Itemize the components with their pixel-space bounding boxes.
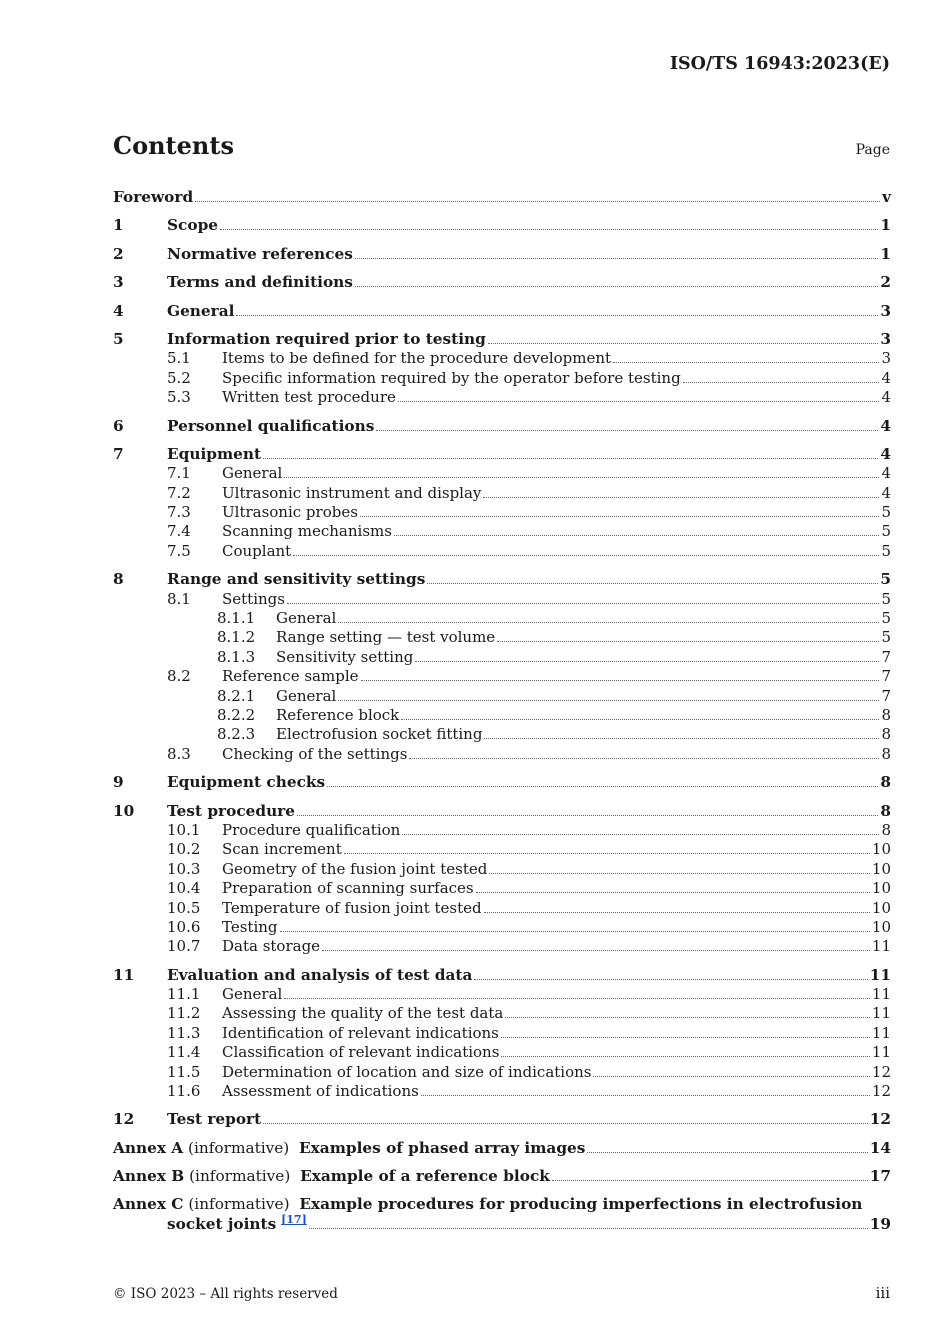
toc-section-number: 8.2.2 xyxy=(217,705,256,724)
toc-section-number: 8 xyxy=(113,570,124,589)
toc-title: Geometry of the fusion joint tested xyxy=(222,859,488,878)
toc-entry[interactable] xyxy=(113,416,891,435)
toc-entry[interactable] xyxy=(113,1042,891,1061)
toc-entry[interactable] xyxy=(113,666,891,685)
toc-title: Scan increment xyxy=(222,840,342,859)
toc-title: Ultrasonic instrument and display xyxy=(222,483,482,502)
toc-page-number: 4 xyxy=(881,464,891,483)
toc-page-number: 7 xyxy=(881,667,891,686)
toc-section-number: 8.3 xyxy=(167,744,191,763)
leader-dots xyxy=(360,515,880,517)
toc-section-number: 10.5 xyxy=(167,898,201,917)
toc-page-number: 4 xyxy=(880,444,891,463)
toc-section-number: 8.2.3 xyxy=(217,725,256,744)
toc-entry[interactable] xyxy=(113,705,891,724)
leader-dots xyxy=(488,342,879,344)
toc-page-number: 5 xyxy=(881,541,891,560)
toc-entry[interactable] xyxy=(113,301,891,320)
copyright-footer: © ISO 2023 – All rights reserved xyxy=(113,1286,338,1302)
toc-section-number: 11.2 xyxy=(167,1004,201,1023)
toc-page-number: 3 xyxy=(880,301,891,320)
toc-section-number: 11.6 xyxy=(167,1082,201,1101)
toc-page-number: 10 xyxy=(871,840,891,859)
annex-tag: Annex A xyxy=(113,1138,184,1157)
toc-section-number: 8.1 xyxy=(167,589,191,608)
toc-section-number: 3 xyxy=(113,273,124,292)
table-of-contents xyxy=(113,184,891,1233)
toc-title: Assessing the quality of the test data xyxy=(222,1004,504,1023)
leader-dots xyxy=(284,476,879,478)
toc-title: Equipment checks xyxy=(167,773,326,792)
toc-entry[interactable] xyxy=(113,724,891,743)
toc-entry[interactable] xyxy=(113,329,891,348)
toc-page-number: 8 xyxy=(881,725,891,744)
annex-tag: Annex B xyxy=(113,1167,185,1186)
toc-entry[interactable] xyxy=(113,588,891,607)
toc-entry[interactable] xyxy=(113,272,891,291)
toc-page-number: 2 xyxy=(880,273,891,292)
toc-entry[interactable] xyxy=(113,540,891,559)
leader-dots xyxy=(474,978,867,980)
toc-page-number: 12 xyxy=(869,1110,891,1129)
toc-section-number: 5.2 xyxy=(167,368,191,387)
toc-entry[interactable] xyxy=(113,627,891,646)
toc-title: General xyxy=(276,686,337,705)
leader-dots xyxy=(280,930,870,932)
toc-section-number: 7.4 xyxy=(167,522,191,541)
toc-section-number: 10.4 xyxy=(167,879,201,898)
toc-title: Scanning mechanisms xyxy=(222,522,392,541)
toc-page-number: 10 xyxy=(871,859,891,878)
annex-title: Examples of phased array images xyxy=(299,1138,586,1157)
toc-page-number: 8 xyxy=(880,801,891,820)
toc-title: Ultrasonic probes xyxy=(222,503,358,522)
toc-page-number: 3 xyxy=(881,349,891,368)
leader-dots xyxy=(338,621,879,623)
toc-page-number: 11 xyxy=(871,1023,891,1042)
toc-entry[interactable] xyxy=(113,858,891,877)
leader-dots xyxy=(552,1179,868,1181)
toc-title: Test report xyxy=(167,1110,262,1129)
toc-title: Classification of relevant indications xyxy=(222,1043,500,1062)
toc-entry[interactable] xyxy=(113,801,891,820)
leader-dots xyxy=(593,1075,869,1077)
toc-section-number: 8.2.1 xyxy=(217,686,256,705)
leader-dots xyxy=(322,949,870,951)
toc-title: Sensitivity setting xyxy=(276,647,414,666)
leader-dots xyxy=(587,1151,867,1153)
toc-page-number: 4 xyxy=(881,483,891,502)
leader-dots xyxy=(394,534,880,536)
leader-dots xyxy=(505,1016,870,1018)
toc-page-number: 10 xyxy=(871,898,891,917)
toc-page-number: 10 xyxy=(871,879,891,898)
toc-entry[interactable] xyxy=(113,367,891,386)
toc-section-number: 11.3 xyxy=(167,1023,201,1042)
toc-entry[interactable] xyxy=(113,187,891,206)
toc-page-number: 8 xyxy=(881,705,891,724)
leader-dots xyxy=(398,400,880,402)
leader-dots xyxy=(401,718,879,720)
toc-page-number: 11 xyxy=(871,1004,891,1023)
toc-title: Settings xyxy=(222,589,285,608)
toc-page-number: 4 xyxy=(880,416,891,435)
toc-entry[interactable] xyxy=(113,917,891,936)
toc-title: Foreword xyxy=(113,188,194,206)
toc-section-number: 10.6 xyxy=(167,917,201,936)
toc-entry[interactable] xyxy=(113,502,891,521)
toc-page-number: 19 xyxy=(869,1215,891,1234)
toc-entry[interactable] xyxy=(113,1109,891,1128)
leader-dots xyxy=(284,997,870,999)
toc-section-number: 8.2 xyxy=(167,667,191,686)
leader-dots xyxy=(501,1036,870,1038)
toc-title: Reference sample xyxy=(222,667,359,686)
toc-title: Evaluation and analysis of test data xyxy=(167,965,473,984)
leader-dots xyxy=(361,679,880,681)
annex-title: Example of a reference block xyxy=(300,1167,550,1186)
toc-section-number: 5 xyxy=(113,329,124,348)
toc-section-number: 11.1 xyxy=(167,985,201,1004)
toc-section-number: 11 xyxy=(113,965,135,984)
toc-page-number: 1 xyxy=(880,216,891,235)
toc-title: Couplant xyxy=(222,541,292,560)
toc-section-number: 1 xyxy=(113,216,124,235)
toc-section-number: 11.4 xyxy=(167,1043,201,1062)
toc-entry[interactable] xyxy=(113,521,891,540)
leader-dots xyxy=(355,257,879,259)
toc-title: Information required prior to testing xyxy=(167,329,486,348)
leader-dots xyxy=(476,891,870,893)
toc-entry[interactable] xyxy=(113,215,891,234)
leader-dots xyxy=(613,361,879,363)
toc-entry[interactable] xyxy=(113,646,891,665)
annex-title: Example procedures for producing imperfections in electrofusion xyxy=(299,1194,863,1213)
toc-page-number: 5 xyxy=(881,628,891,647)
leader-dots xyxy=(263,1122,868,1124)
toc-section-number: 5.1 xyxy=(167,349,191,368)
toc-title: Identification of relevant indications xyxy=(222,1023,499,1042)
annex-informative: (informative) xyxy=(189,1167,291,1186)
toc-page-number: 3 xyxy=(880,329,891,348)
leader-dots xyxy=(338,699,879,701)
toc-page-number: 5 xyxy=(880,570,891,589)
toc-page-number: 11 xyxy=(871,985,891,1004)
leader-dots xyxy=(484,911,870,913)
toc-section-number: 7.3 xyxy=(167,503,191,522)
toc-section-number: 12 xyxy=(113,1110,135,1129)
toc-page-number: 8 xyxy=(881,820,891,839)
toc-entry[interactable] xyxy=(113,387,891,406)
toc-section-number: 2 xyxy=(113,244,124,263)
toc-entry[interactable] xyxy=(113,444,891,463)
leader-dots xyxy=(195,200,880,202)
leader-dots xyxy=(409,757,879,759)
toc-title: Electrofusion socket fitting xyxy=(276,725,483,744)
page-number: iii xyxy=(875,1284,890,1302)
toc-page-number: 4 xyxy=(881,368,891,387)
toc-title: General xyxy=(222,985,283,1004)
toc-title: Preparation of scanning surfaces xyxy=(222,879,474,898)
toc-title: Range setting — test volume xyxy=(276,628,496,647)
toc-title: Range and sensitivity settings xyxy=(167,570,426,589)
toc-page-number: 17 xyxy=(869,1167,891,1186)
toc-entry[interactable] xyxy=(113,463,891,482)
leader-dots xyxy=(484,737,879,739)
leader-dots xyxy=(263,457,878,459)
toc-page-number: v xyxy=(882,188,891,206)
toc-entry[interactable] xyxy=(113,878,891,897)
toc-entry[interactable] xyxy=(113,608,891,627)
toc-title: Specific information required by the operator before testing xyxy=(222,368,681,387)
toc-page-number: 11 xyxy=(871,937,891,956)
toc-title: Temperature of fusion joint tested xyxy=(222,898,482,917)
toc-title: Assessment of indications xyxy=(222,1082,419,1101)
leader-dots xyxy=(376,429,878,431)
toc-entry[interactable] xyxy=(113,685,891,704)
toc-page-number: 1 xyxy=(880,244,891,263)
leader-dots xyxy=(309,1227,868,1229)
leader-dots xyxy=(501,1055,870,1057)
toc-section-number: 7 xyxy=(113,444,124,463)
toc-page-number: 8 xyxy=(880,773,891,792)
toc-section-number: 8.1.3 xyxy=(217,647,256,666)
leader-dots xyxy=(327,785,878,787)
toc-section-number: 7.5 xyxy=(167,541,191,560)
toc-page-number: 14 xyxy=(869,1138,891,1157)
leader-dots xyxy=(402,833,879,835)
toc-entry[interactable] xyxy=(113,965,891,984)
toc-entry[interactable] xyxy=(113,772,891,791)
toc-page-number: 5 xyxy=(881,589,891,608)
toc-section-number: 8.1.2 xyxy=(217,628,256,647)
toc-title: General xyxy=(167,301,235,320)
toc-annex-entry[interactable] xyxy=(113,1166,891,1185)
toc-entry[interactable] xyxy=(113,482,891,501)
annex-informative: (informative) xyxy=(188,1138,290,1157)
toc-title: Determination of location and size of indications xyxy=(222,1062,592,1081)
page-title: Contents xyxy=(113,131,234,160)
toc-section-number: 8.1.1 xyxy=(217,609,256,628)
toc-page-number: 11 xyxy=(871,1043,891,1062)
toc-page-number: 5 xyxy=(881,522,891,541)
toc-section-number: 10.3 xyxy=(167,859,201,878)
toc-section-number: 9 xyxy=(113,773,124,792)
toc-page-number: 8 xyxy=(881,744,891,763)
toc-page-number: 7 xyxy=(881,647,891,666)
toc-section-number: 10.1 xyxy=(167,820,201,839)
toc-title: Items to be defined for the procedure development xyxy=(222,349,612,368)
toc-page-number: 7 xyxy=(881,686,891,705)
toc-entry[interactable] xyxy=(113,839,891,858)
toc-section-number: 11.5 xyxy=(167,1062,201,1081)
leader-dots xyxy=(236,314,878,316)
toc-title: Scope xyxy=(167,216,218,235)
leader-dots xyxy=(297,814,878,816)
toc-section-number: 10 xyxy=(113,801,135,820)
toc-page-number: 4 xyxy=(881,388,891,407)
toc-entry[interactable] xyxy=(113,1003,891,1022)
toc-entry[interactable] xyxy=(113,244,891,263)
toc-entry[interactable] xyxy=(113,936,891,955)
toc-title: General xyxy=(276,609,337,628)
toc-title: Test procedure xyxy=(167,801,295,820)
leader-dots xyxy=(355,285,878,287)
toc-entry[interactable] xyxy=(113,1022,891,1041)
toc-entry[interactable] xyxy=(113,348,891,367)
toc-title: Checking of the settings xyxy=(222,744,408,763)
toc-title: Personnel qualifications xyxy=(167,416,375,435)
toc-entry[interactable] xyxy=(113,820,891,839)
document-id: ISO/TS 16943:2023(E) xyxy=(669,54,890,74)
leader-dots xyxy=(344,852,870,854)
leader-dots xyxy=(293,554,879,556)
toc-title: Testing xyxy=(222,917,278,936)
toc-entry[interactable] xyxy=(113,569,891,588)
toc-entry[interactable] xyxy=(113,743,891,762)
toc-section-number: 10.2 xyxy=(167,840,201,859)
page-column-label: Page xyxy=(855,142,890,158)
leader-dots xyxy=(683,381,880,383)
toc-page-number: 5 xyxy=(881,609,891,628)
toc-title: Data storage xyxy=(222,937,321,956)
toc-section-number: 5.3 xyxy=(167,388,191,407)
toc-section-number: 7.1 xyxy=(167,464,191,483)
leader-dots xyxy=(220,228,878,230)
annex-informative: (informative) xyxy=(188,1194,290,1213)
toc-page-number: 5 xyxy=(881,503,891,522)
toc-entry[interactable] xyxy=(113,1081,891,1100)
toc-entry[interactable] xyxy=(113,984,891,1003)
annex-tag: Annex C xyxy=(113,1194,184,1213)
toc-page-number: 12 xyxy=(871,1062,891,1081)
toc-annex-entry[interactable] xyxy=(113,1195,891,1234)
toc-title: Equipment xyxy=(167,444,262,463)
toc-title: Terms and definitions xyxy=(167,273,353,292)
toc-title: Procedure qualification xyxy=(222,820,401,839)
toc-section-number: 7.2 xyxy=(167,483,191,502)
toc-title: Written test procedure xyxy=(222,388,396,407)
toc-section-number: 4 xyxy=(113,301,124,320)
toc-section-number: 10.7 xyxy=(167,937,201,956)
toc-title: General xyxy=(222,464,283,483)
toc-entry[interactable] xyxy=(113,897,891,916)
toc-title: Normative references xyxy=(167,244,353,263)
toc-section-number: 6 xyxy=(113,416,124,435)
leader-dots xyxy=(489,872,870,874)
toc-page-number: 12 xyxy=(871,1082,891,1101)
leader-dots xyxy=(415,660,879,662)
toc-page-number: 11 xyxy=(869,965,891,984)
annex-title-continued: socket joints xyxy=(167,1215,277,1234)
leader-dots xyxy=(483,496,879,498)
leader-dots xyxy=(497,640,879,642)
leader-dots xyxy=(287,602,879,604)
reference-link[interactable]: [17] xyxy=(281,1212,307,1226)
leader-dots xyxy=(421,1094,870,1096)
toc-annex-entry[interactable] xyxy=(113,1138,891,1157)
toc-title: Reference block xyxy=(276,705,400,724)
leader-dots xyxy=(427,582,878,584)
toc-entry[interactable] xyxy=(113,1061,891,1080)
toc-page-number: 10 xyxy=(871,917,891,936)
